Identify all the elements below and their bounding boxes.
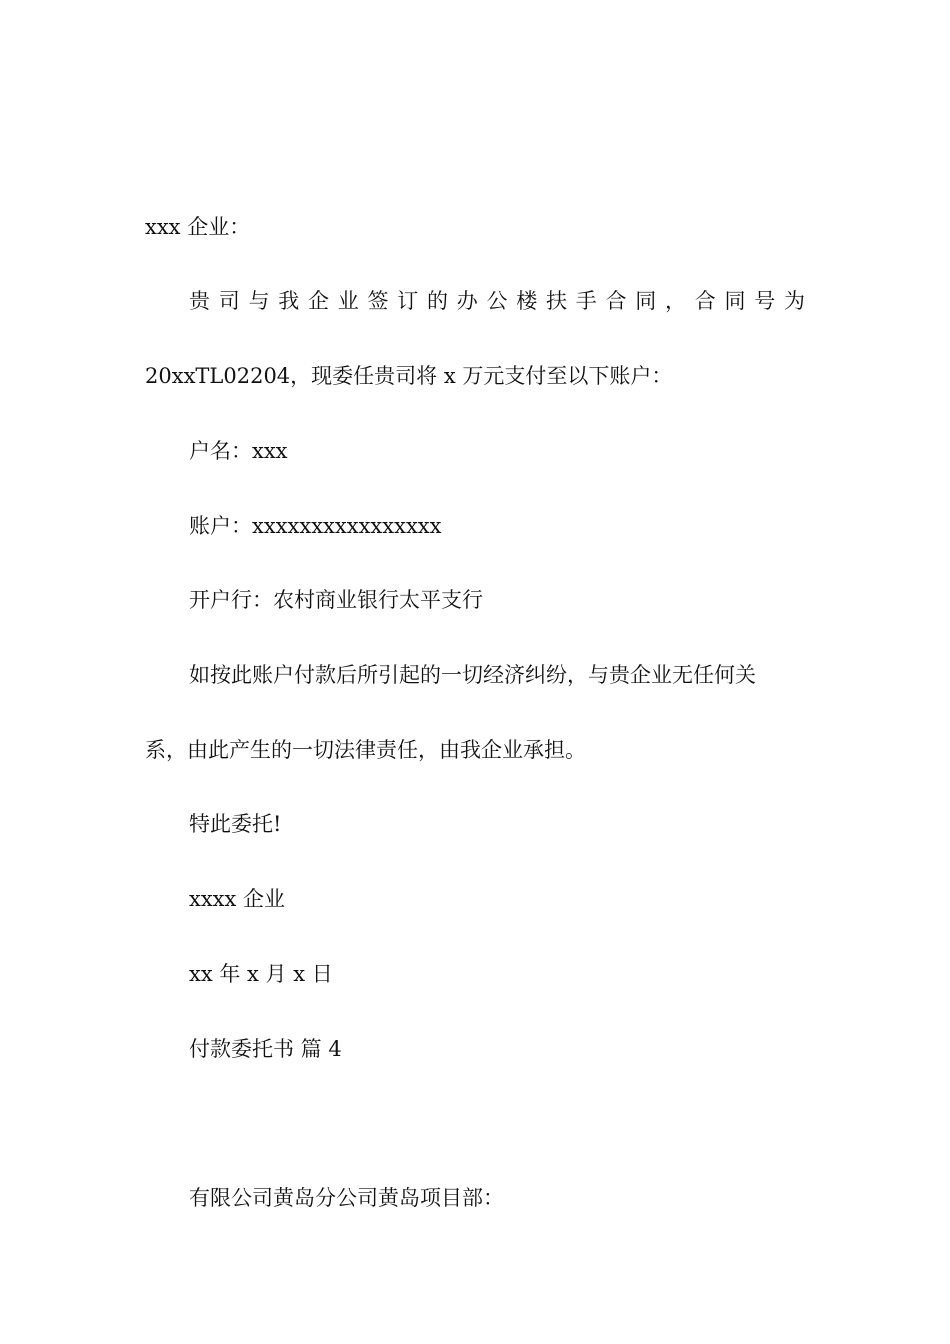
section-title: 付款委托书 篇 4 — [189, 1037, 342, 1061]
account-name: 户名：xxx — [189, 439, 288, 463]
paragraph-1-char: 司 — [218, 289, 240, 313]
paragraph-1-char: 办 — [456, 289, 478, 313]
paragraph-1-char: ， — [665, 289, 686, 313]
paragraph-1-char: 为 — [784, 289, 805, 313]
paragraph-1-char: 与 — [248, 289, 270, 313]
paragraph-1-char: 贵 — [189, 289, 210, 313]
next-salutation: 有限公司黄岛分公司黄岛项目部： — [189, 1186, 504, 1210]
paragraph-1-char: 的 — [427, 289, 448, 313]
signer: xxxx 企业 — [189, 887, 286, 911]
paragraph-1-line-1 — [145, 287, 805, 315]
paragraph-1-char: 楼 — [516, 289, 538, 313]
bank-name: 开户行：农村商业银行太平支行 — [189, 588, 483, 612]
paragraph-1-char: 合 — [694, 289, 716, 313]
paragraph-2-line-2: 系，由此产生的一切法律责任，由我企业承担。 — [145, 738, 586, 762]
paragraph-1-char: 公 — [486, 289, 508, 313]
paragraph-1-char: 我 — [278, 289, 300, 313]
paragraph-2-line-1: 如按此账户付款后所引起的一切经济纠纷，与贵企业无任何关 — [189, 663, 756, 687]
paragraph-1-line-2: 20xxTL02204，现委任贵司将 x 万元支付至以下账户： — [145, 364, 673, 388]
paragraph-1-char: 号 — [754, 289, 776, 313]
paragraph-1-char: 业 — [337, 289, 359, 313]
paragraph-1-char: 订 — [397, 289, 419, 313]
salutation: xxx 企业： — [145, 215, 251, 239]
paragraph-1-char: 签 — [367, 289, 389, 313]
closing-phrase: 特此委托! — [189, 812, 282, 836]
account-number: 账户：xxxxxxxxxxxxxxxx — [189, 514, 442, 538]
paragraph-1-char: 同 — [724, 289, 746, 313]
date: xx 年 x 月 x 日 — [189, 962, 333, 986]
paragraph-1-char: 扶 — [546, 289, 567, 313]
paragraph-1-char: 合 — [605, 289, 627, 313]
paragraph-1-char: 企 — [308, 289, 329, 313]
paragraph-1-char: 手 — [575, 289, 597, 313]
paragraph-1-char: 同 — [635, 289, 657, 313]
